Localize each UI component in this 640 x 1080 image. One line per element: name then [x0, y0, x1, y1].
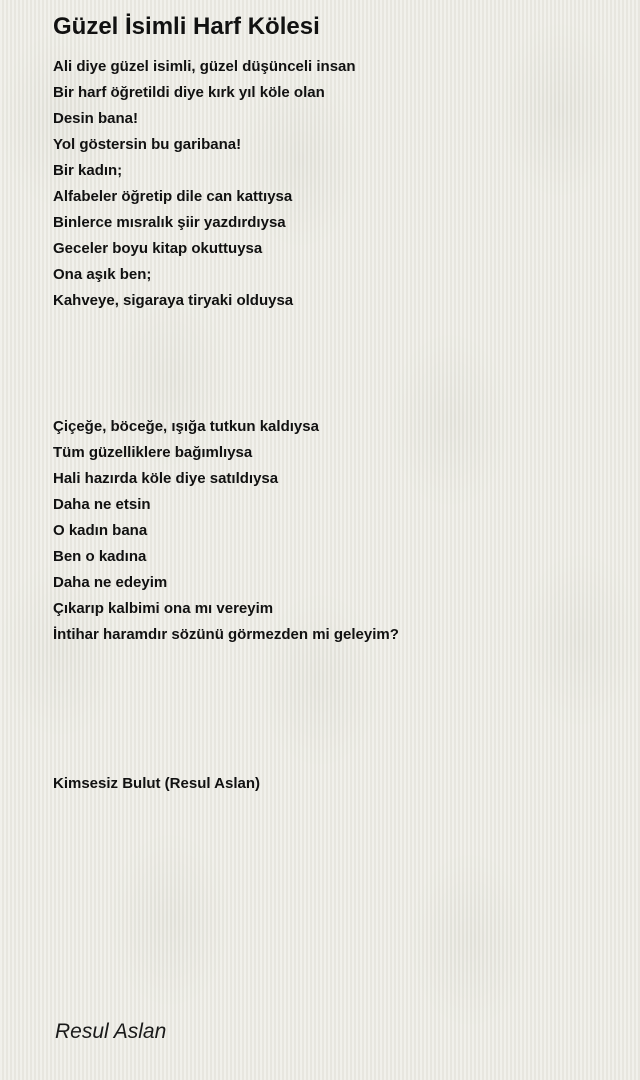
- poem-line: Ona aşık ben;: [53, 266, 152, 283]
- poem-line: Daha ne edeyim: [53, 574, 168, 591]
- poem-line: Ben o kadına: [53, 548, 147, 565]
- poem-line: Kahveye, sigaraya tiryaki olduysa: [53, 292, 294, 309]
- poem-line: Daha ne etsin: [53, 496, 151, 513]
- poem-title: Güzel İsimli Harf Kölesi: [53, 13, 320, 40]
- poem-line: Ali diye güzel isimli, güzel düşünceli insan: [53, 58, 356, 75]
- poem-line: Alfabeler öğretip dile can kattıysa: [53, 188, 293, 205]
- poem-line: Hali hazırda köle diye satıldıysa: [53, 470, 279, 487]
- poem-line: Yol göstersin bu garibana!: [53, 136, 242, 153]
- poem-line: İntihar haramdır sözünü görmezden mi geleyim?: [53, 626, 399, 643]
- poem-line: Desin bana!: [53, 110, 139, 127]
- poem-line: O kadın bana: [53, 522, 148, 539]
- poem-line: Çıkarıp kalbimi ona mı vereyim: [53, 600, 274, 617]
- author-signature: Resul Aslan: [55, 1020, 167, 1043]
- poem-line: Geceler boyu kitap okuttuysa: [53, 240, 263, 257]
- author-credit: Kimsesiz Bulut (Resul Aslan): [53, 775, 260, 792]
- poem-line: Bir harf öğretildi diye kırk yıl köle olan: [53, 84, 325, 101]
- poem-line: Bir kadın;: [53, 162, 123, 179]
- poem-line: Tüm güzelliklere bağımlıysa: [53, 444, 253, 461]
- poem-line: Çiçeğe, böceğe, ışığa tutkun kaldıysa: [53, 418, 319, 435]
- stanza-1: [53, 54, 356, 314]
- poem-line: Binlerce mısralık şiir yazdırdıysa: [53, 214, 286, 231]
- stanza-2: [53, 414, 399, 648]
